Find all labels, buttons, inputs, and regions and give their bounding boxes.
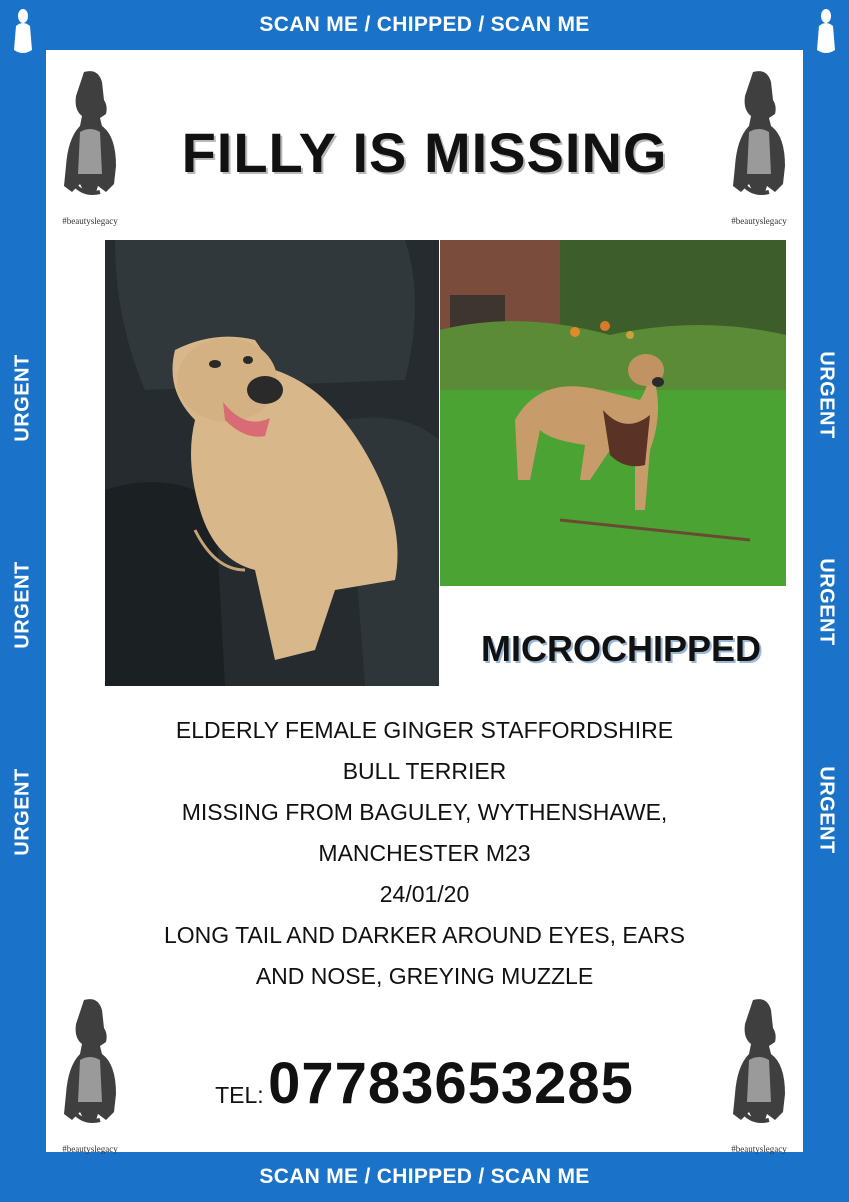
dog-on-chair-image: [105, 240, 439, 686]
description-line: LONG TAIL AND DARKER AROUND EYES, EARS: [163, 922, 686, 948]
poster-title: FILLY IS MISSING: [181, 121, 668, 184]
logo-tag: #beautyslegacy: [62, 216, 118, 226]
logo-tag: #beautyslegacy: [62, 1144, 118, 1154]
dog-silhouette-icon: [10, 6, 36, 62]
dog-silhouette-icon: [813, 6, 839, 62]
description-line: 24/01/20: [379, 881, 470, 907]
description-line: AND NOSE, GREYING MUZZLE: [255, 963, 594, 989]
dog-description: [46, 710, 803, 997]
dog-in-garden-image: [440, 240, 786, 586]
description-line: MISSING FROM BAGULEY, WYTHENSHAWE,: [181, 799, 668, 825]
microchipped-label: MICROCHIPPED: [480, 628, 762, 669]
phone-contact: [46, 1050, 803, 1117]
phone-number[interactable]: 07783653285: [268, 1051, 634, 1116]
urgent-label: URGENT: [815, 351, 838, 439]
urgent-label: URGENT: [11, 354, 34, 442]
bottom-banner: SCAN ME / CHIPPED / SCAN ME: [259, 1165, 590, 1188]
description-line: ELDERLY FEMALE GINGER STAFFORDSHIRE: [175, 717, 674, 743]
urgent-label: URGENT: [11, 561, 34, 649]
urgent-label: URGENT: [815, 558, 838, 646]
dog-photo-garden: [440, 240, 786, 586]
description-line: BULL TERRIER: [342, 758, 507, 784]
missing-poster: [46, 50, 803, 1152]
tel-label: TEL:: [215, 1082, 264, 1108]
dog-photo-chair: [105, 240, 439, 686]
right-border: [803, 50, 849, 1152]
left-border: [0, 50, 46, 1152]
logo-tag: #beautyslegacy: [731, 216, 787, 226]
urgent-label: URGENT: [815, 766, 838, 854]
logo-tag: #beautyslegacy: [731, 1144, 787, 1154]
top-banner: SCAN ME / CHIPPED / SCAN ME: [259, 13, 590, 36]
urgent-label: URGENT: [11, 768, 34, 856]
description-line: MANCHESTER M23: [318, 840, 531, 866]
